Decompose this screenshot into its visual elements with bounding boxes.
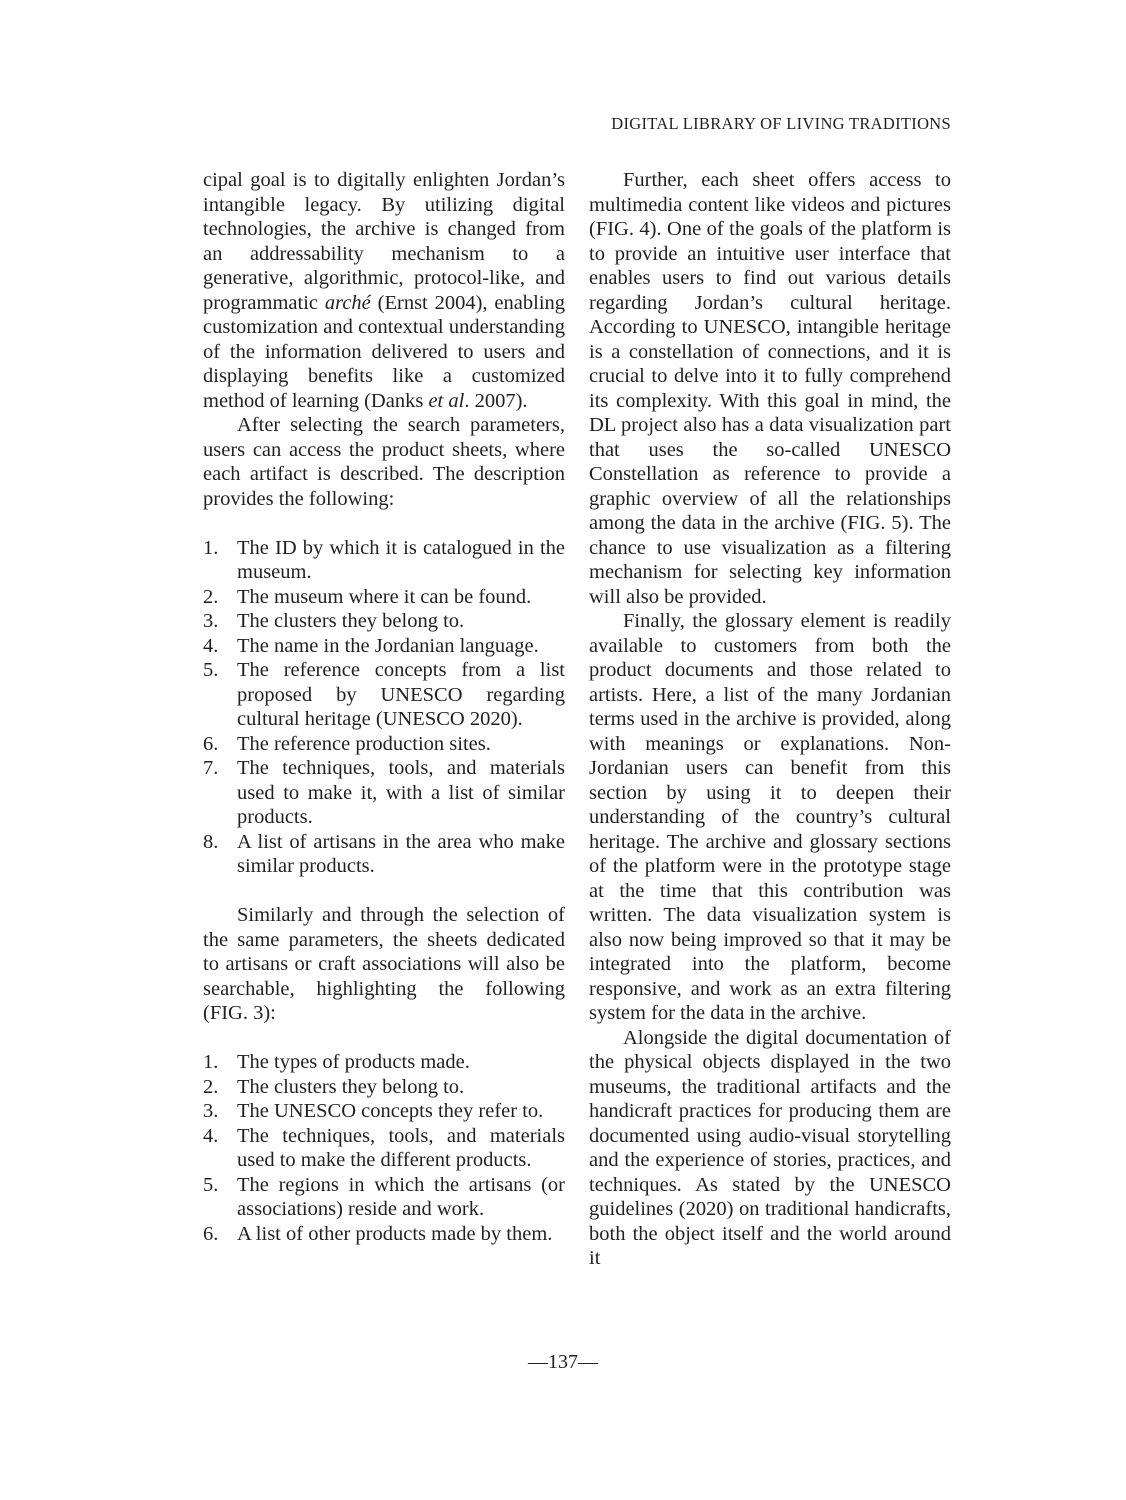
list-text: The types of products made. bbox=[237, 1051, 470, 1073]
list-text: The ID by which it is catalogued in the museum. bbox=[237, 536, 565, 583]
list-number: 3. bbox=[203, 610, 219, 632]
list-text: The reference concepts from a list proposed by UNESCO regarding cultural heritage (UNESCO 2020). bbox=[237, 659, 565, 730]
spacer bbox=[203, 879, 565, 904]
left-column bbox=[203, 168, 565, 1246]
list-text: The reference production sites. bbox=[237, 732, 491, 755]
paragraph-multimedia: Further, each sheet offers access to multimedia content like videos and pictures (FIG. 4). One of the goals of the platform is to provide an intuitive user interface that enables users to find out various details regarding Jordan’s cultural heritage. According to UNESCO, intangible heritage is a constellation of connections, and it is crucial to delve into it to fully comprehend its complexity. With this goal in mind, the DL project also has a data visualization part that uses the so-called UNESCO Constellation as reference to provide a graphic overview of all the relationships among the data in the archive (FIG. 5). The chance to use visualization as a filtering mechanism for selecting key information will also be provided. bbox=[589, 169, 951, 608]
right-column bbox=[589, 168, 951, 1271]
list-number: 4. bbox=[203, 1124, 219, 1147]
list-item bbox=[203, 1124, 565, 1173]
list-text: The clusters they belong to. bbox=[237, 1075, 465, 1098]
list-number: 5. bbox=[203, 1173, 219, 1196]
list-number: 6. bbox=[203, 732, 219, 755]
list-item bbox=[203, 536, 565, 585]
list-number: 6. bbox=[203, 1222, 219, 1245]
list-item bbox=[203, 1099, 565, 1124]
list-text: The regions in which the artisans (or associations) reside and work. bbox=[237, 1173, 565, 1220]
list-number: 1. bbox=[203, 536, 219, 559]
list-number: 7. bbox=[203, 757, 219, 779]
list-text: The museum where it can be found. bbox=[237, 585, 532, 608]
list-text: The UNESCO concepts they refer to. bbox=[237, 1100, 544, 1122]
running-header: DIGITAL LIBRARY OF LIVING TRADITIONS bbox=[611, 114, 951, 133]
list-number: 1. bbox=[203, 1051, 219, 1073]
list-item bbox=[203, 1075, 565, 1100]
page-number: —137— bbox=[528, 1351, 598, 1373]
list-number: 4. bbox=[203, 634, 219, 657]
paragraph-artisan-sheets: Similarly and through the selection of the same parameters, the sheets dedicated to artisans or craft associations will also be searchable, highlighting the following (FIG. 3): bbox=[203, 904, 565, 1024]
list-item bbox=[203, 609, 565, 634]
list-item bbox=[203, 1050, 565, 1075]
list-item bbox=[203, 830, 565, 879]
list-item bbox=[203, 585, 565, 610]
paragraph-archive-goal bbox=[203, 168, 565, 413]
list-text: A list of artisans in the area who make similar products. bbox=[237, 830, 565, 877]
text-span: cipal goal is to digitally enlighten Jordan’s intangible legacy. By utilizing digital technologies, the archive is changed from an addressability mechanism to a generative, algorithmic, protocol-like, and programmatic bbox=[203, 169, 565, 314]
list-text: The techniques, tools, and materials used to make the different products. bbox=[237, 1124, 565, 1171]
list-number: 3. bbox=[203, 1100, 219, 1122]
list-item bbox=[203, 1173, 565, 1222]
list-number: 2. bbox=[203, 585, 219, 608]
list-text: A list of other products made by them. bbox=[237, 1222, 553, 1245]
spacer bbox=[203, 1026, 565, 1051]
paragraph-documentation: Alongside the digital documentation of the physical objects displayed in the two museums, the traditional artifacts and the handicraft practices for producing them are documented using audio-visual storytelling and the experience of stories, practices, and techniques. As stated by the UNESCO guidelines (2020) on traditional handicrafts, both the object itself and the world around it bbox=[589, 1026, 951, 1269]
list-text: The clusters they belong to. bbox=[237, 610, 465, 632]
italic-term: et al bbox=[428, 389, 465, 412]
paragraph-glossary: Finally, the glossary element is readily available to customers from both the product documents and those related to artists. Here, a list of the many Jordanian terms used in the archive is provided, along with meanings or explanations. Non-Jordanian users can benefit from this section by using it to deepen their understanding of the country’s cultural heritage. The archive and glossary sections of the platform were in the prototype stage at the time that this contribution was written. The data visualization system is also now being improved so that it may be integrated into the platform, become responsive, and work as an extra filtering system for the data in the archive. bbox=[589, 610, 951, 1024]
list-item bbox=[203, 756, 565, 830]
text-span: . 2007). bbox=[464, 389, 528, 412]
list-text: The techniques, tools, and materials used to make it, with a list of similar products. bbox=[237, 757, 565, 828]
list-item bbox=[203, 1222, 565, 1247]
text-span: (Ernst 2004), enabling customization and contextual understanding of the information delivered to users and displaying benefits like a customized method of learning (Danks bbox=[203, 291, 566, 412]
list-text: The name in the Jordanian language. bbox=[237, 634, 539, 657]
spacer bbox=[203, 511, 565, 536]
italic-term: arché bbox=[324, 291, 371, 314]
list-item bbox=[203, 658, 565, 732]
list-number: 8. bbox=[203, 830, 219, 853]
artisan-sheet-list bbox=[203, 1050, 565, 1246]
paragraph-product-sheets: After selecting the search parameters, users can access the product sheets, where each artifact is described. The description provides the following: bbox=[203, 414, 565, 510]
product-sheet-list bbox=[203, 536, 565, 879]
list-number: 5. bbox=[203, 659, 219, 681]
list-number: 2. bbox=[203, 1075, 219, 1098]
list-item bbox=[203, 732, 565, 757]
list-item bbox=[203, 634, 565, 659]
